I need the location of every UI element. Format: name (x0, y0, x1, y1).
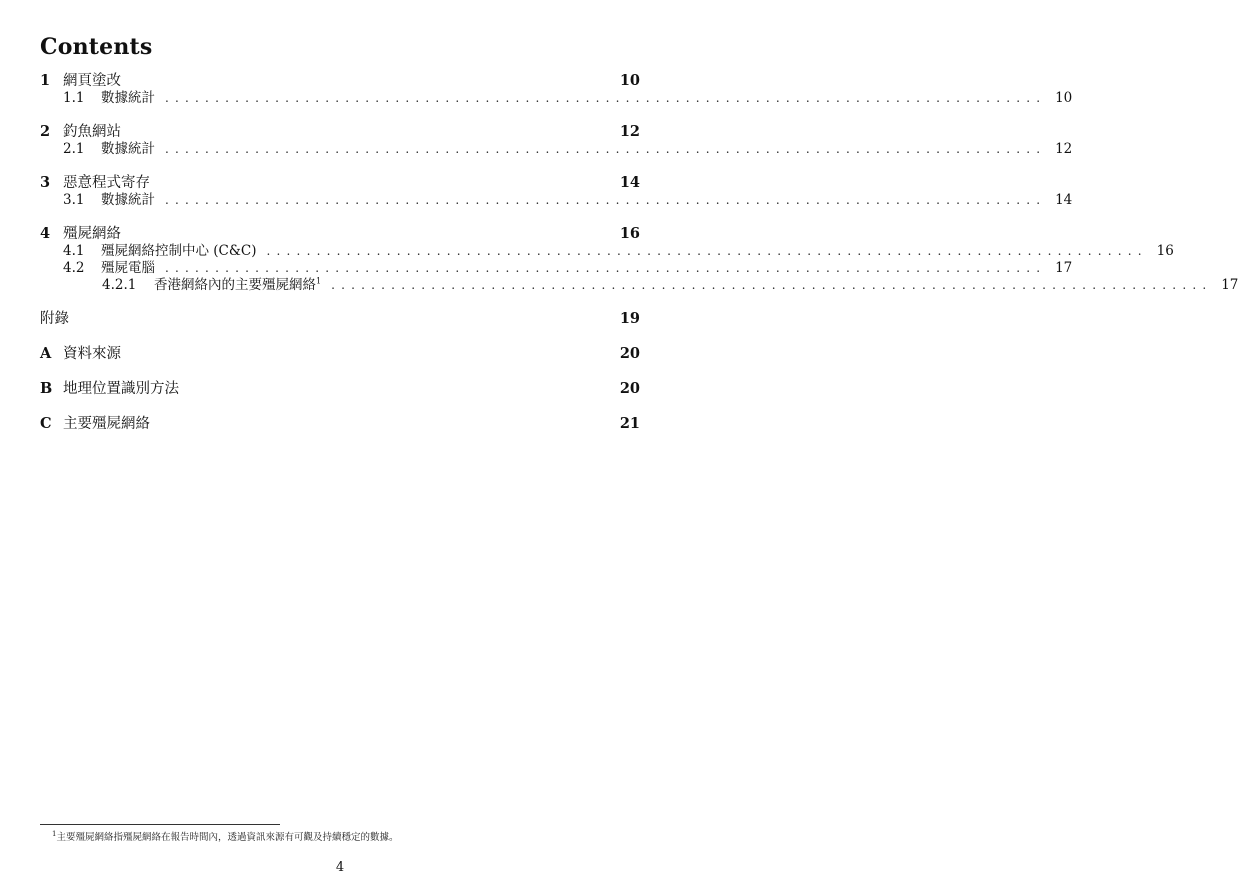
toc-entry-number: 4.2.1 (102, 277, 137, 293)
toc-entry-title: 殭屍網絡控制中心 (C&C) (101, 243, 257, 259)
toc-entry-page: 14 (619, 174, 640, 191)
toc-entry-number: 3 (40, 174, 51, 191)
toc-entry-title: 釣魚網站 (63, 124, 121, 140)
footnote-mark[interactable]: 1 (316, 276, 322, 286)
footnote (52, 829, 398, 843)
toc-entry-page: 17 (1055, 260, 1073, 276)
page-title: Contents (40, 34, 153, 60)
toc-entry-subsection-4-2-1[interactable] (40, 276, 1238, 294)
toc-entry-appendix-c[interactable] (40, 415, 640, 433)
toc-entry-page: 14 (1055, 192, 1073, 208)
toc-entry-number: 4.2 (63, 260, 85, 276)
toc-entry-page: 12 (1055, 141, 1073, 157)
toc-entry-page: 10 (1055, 90, 1073, 106)
dot-leader: ........................................................................................ (165, 261, 1047, 275)
toc-entry-title: 資料來源 (63, 346, 121, 362)
toc-entry-title: 地理位置識別方法 (63, 381, 179, 397)
toc-entry-section-1-1[interactable] (40, 90, 1073, 107)
footnote-rule (40, 824, 280, 825)
toc-entry-title: 數據統計 (101, 90, 155, 106)
toc-entry-number: A (40, 345, 52, 362)
dot-leader: ........................................................................................ (331, 278, 1213, 292)
toc-entry-title: 附錄 (40, 311, 69, 327)
toc-entry-page: 17 (1221, 277, 1238, 293)
toc-entry-title: 殭屍網絡 (63, 226, 121, 242)
toc-entry-section-4-2[interactable] (40, 260, 1073, 277)
dot-leader: ........................................................................................ (165, 193, 1047, 207)
toc-entry-page: 20 (619, 345, 640, 362)
toc-entry-section-3-1[interactable] (40, 192, 1073, 209)
toc-entry-title: 主要殭屍網絡 (63, 416, 150, 432)
toc-entry-title: 惡意程式寄存 (63, 175, 150, 191)
toc-entry-title: 殭屍電腦 (101, 260, 155, 276)
toc-entry-chapter-2[interactable] (40, 123, 640, 141)
toc-entry-title: 數據統計 (101, 192, 155, 208)
footnote-mark: 1 (52, 829, 57, 838)
toc-entry-page: 16 (1156, 243, 1174, 259)
toc-entry-chapter-3[interactable] (40, 174, 640, 192)
toc-entry-page: 10 (619, 72, 640, 89)
toc-entry-chapter-1[interactable] (40, 72, 640, 90)
toc-entry-number: 2 (40, 123, 51, 140)
footnote-text: 主要殭屍網絡指殭屍網絡在報告時間內，透過資訊來源有可觀及持續穩定的數據。 (56, 832, 399, 843)
toc-entry-chapter-4[interactable] (40, 225, 640, 243)
toc-entry-section-4-1[interactable] (40, 243, 1174, 260)
toc-entry-appendix-a[interactable] (40, 345, 640, 363)
toc-entry-page: 19 (619, 310, 640, 327)
toc-entry-number: 1.1 (63, 90, 85, 106)
toc-entry-appendix[interactable] (40, 310, 640, 328)
page-number: 4 (335, 860, 345, 875)
toc-entry-page: 16 (619, 225, 640, 242)
toc-entry-number: 1 (40, 72, 51, 89)
toc-entry-page: 20 (619, 380, 640, 397)
toc-entry-title: 數據統計 (101, 141, 155, 157)
toc-entry-number: 4 (40, 225, 51, 242)
toc-entry-number: 2.1 (63, 141, 85, 157)
toc-entry-number: C (40, 415, 52, 432)
dot-leader: ........................................................................................ (165, 142, 1047, 156)
table-of-contents (40, 72, 1238, 433)
toc-entry-title: 香港網絡內的主要殭屍網絡$^1$ (154, 276, 322, 293)
dot-leader: ........................................................................................ (266, 244, 1148, 258)
toc-entry-page: 12 (619, 123, 640, 140)
toc-entry-number: B (40, 380, 53, 397)
dot-leader: ........................................................................................ (165, 91, 1047, 105)
toc-entry-page: 21 (619, 415, 640, 432)
toc-entry-number: 4.1 (63, 243, 85, 259)
toc-entry-number: 3.1 (63, 192, 85, 208)
toc-entry-appendix-b[interactable] (40, 380, 640, 398)
toc-entry-title: 網頁塗改 (63, 73, 121, 89)
toc-entry-section-2-1[interactable] (40, 141, 1073, 158)
